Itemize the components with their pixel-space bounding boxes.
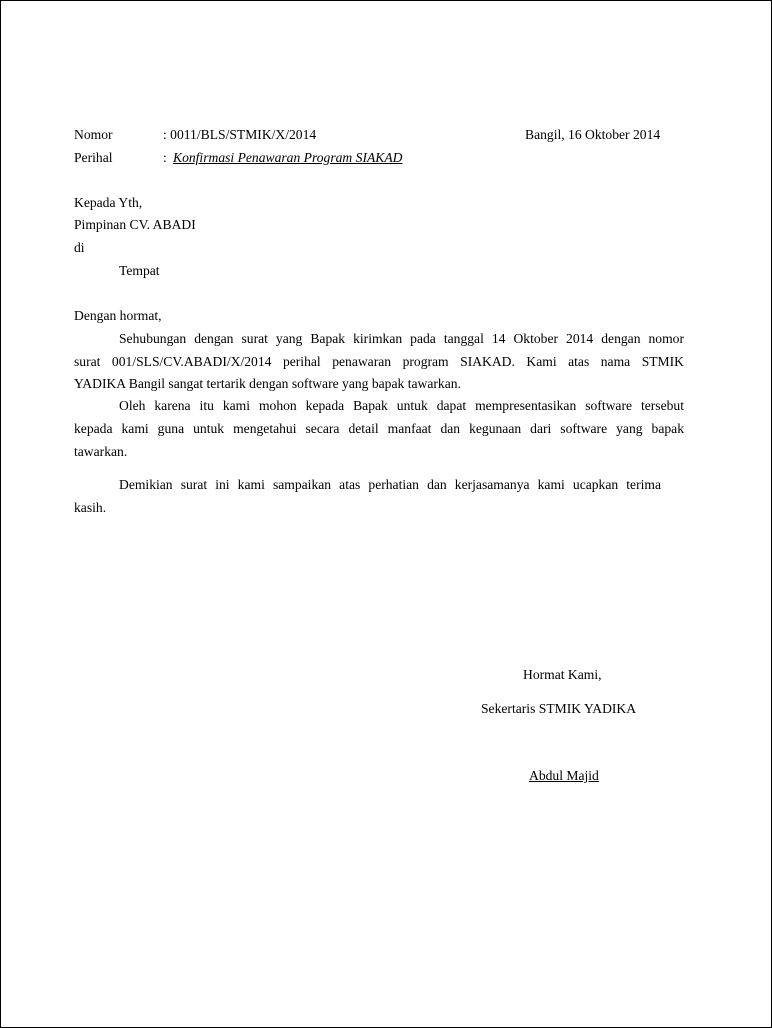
paragraph-2-line-3: tawarkan. xyxy=(74,444,128,459)
paragraph-1-line-1: Sehubungan dengan surat yang Bapak kirimkan pada tanggal 14 Oktober 2014 dengan nomor xyxy=(119,331,684,346)
nomor-label: Nomor xyxy=(74,127,113,142)
paragraph-1-line-2: surat 001/SLS/CV.ABADI/X/2014 perihal penawaran program SIAKAD. Kami atas nama STMIK xyxy=(74,354,684,369)
paragraph-1-line-3: YADIKA Bangil sangat tertarik dengan software yang bapak tawarkan. xyxy=(74,376,461,391)
greeting: Dengan hormat, xyxy=(74,308,162,323)
recipient-line-1: Kepada Yth, xyxy=(74,195,143,210)
recipient-line-2: Pimpinan CV. ABADI xyxy=(74,217,196,232)
closing-salutation: Hormat Kami, xyxy=(523,667,602,682)
perihal-value: Konfirmasi Penawaran Program SIAKAD xyxy=(173,150,403,165)
signer-title: Sekertaris STMIK YADIKA xyxy=(481,701,637,716)
letter-date: Bangil, 16 Oktober 2014 xyxy=(525,127,661,142)
signer-name: Abdul Majid xyxy=(529,768,599,783)
nomor-value: : 0011/BLS/STMIK/X/2014 xyxy=(163,127,317,142)
paragraph-3-line-1: Demikian surat ini kami sampaikan atas perhatian dan kerjasamanya kami ucapkan terima xyxy=(119,477,661,492)
perihal-label: Perihal xyxy=(74,150,113,165)
paragraph-2-line-2: kepada kami guna untuk mengetahui secara detail manfaat dan kegunaan dari software yang bapak xyxy=(74,421,684,436)
recipient-line-3: di xyxy=(74,240,85,255)
paragraph-3-line-2: kasih. xyxy=(74,500,107,515)
recipient-line-4: Tempat xyxy=(119,263,160,278)
perihal-colon: : xyxy=(163,150,167,165)
paragraph-2-line-1: Oleh karena itu kami mohon kepada Bapak untuk dapat mempresentasikan software tersebut xyxy=(119,398,684,413)
